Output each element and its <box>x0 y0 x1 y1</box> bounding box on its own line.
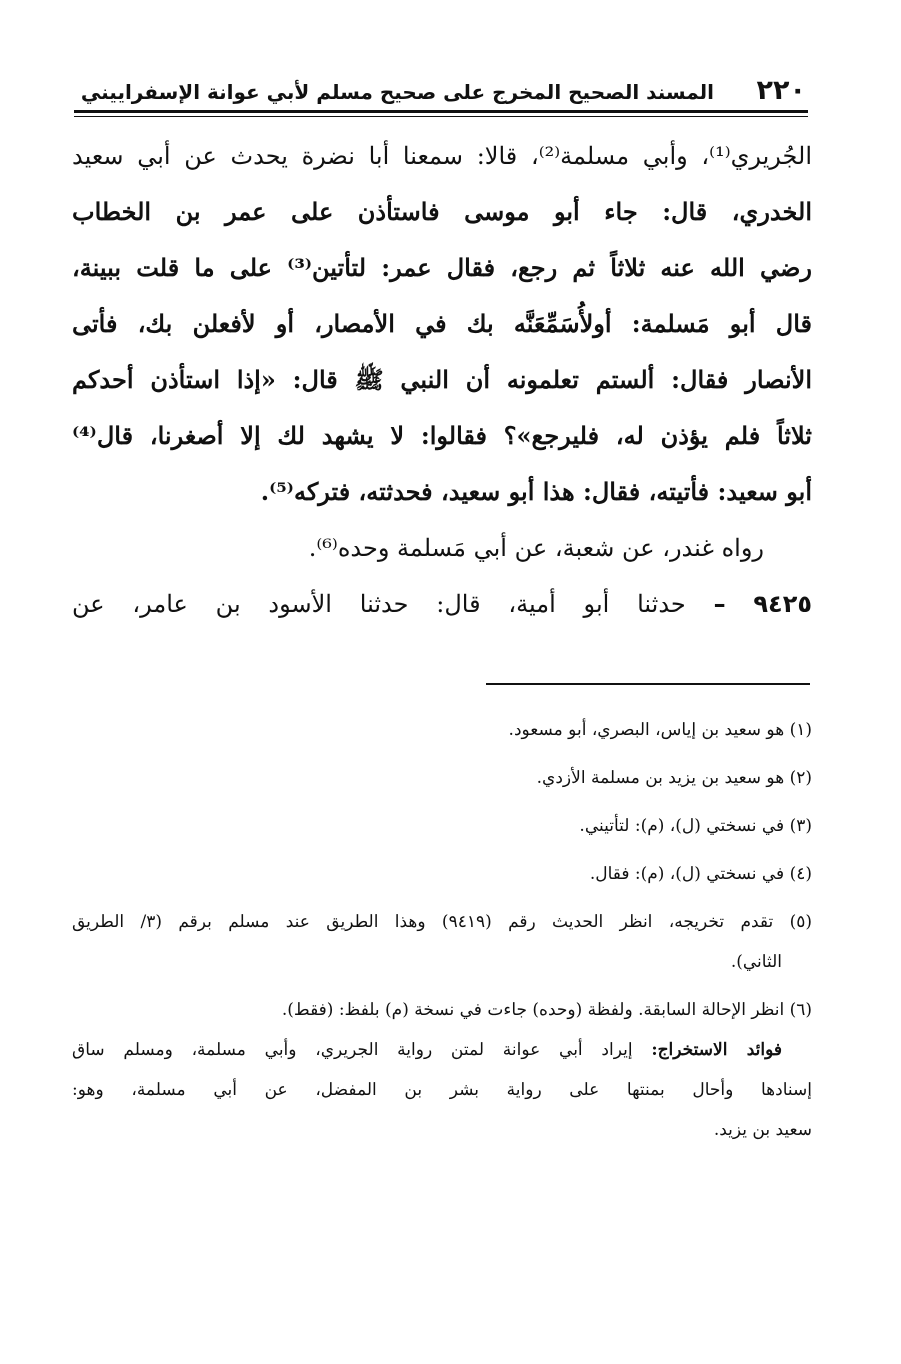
footnote: (٦) انظر الإحالة السابقة. ولفظة (وحده) جاءت في نسخة (م) بلفظ: (فقط). <box>281 1000 812 1020</box>
fawaid-line: سعيد بن يزيد. <box>713 1120 812 1140</box>
header-rule-thick <box>74 110 808 113</box>
text-line: رضي الله عنه ثلاثاً ثم رجع، فقال عمر: لتأتين⁽³⁾ على ما قلت ببينة، <box>72 253 813 282</box>
main-text <box>72 128 812 632</box>
text-line: الأنصار فقال: ألستم تعلمونه أن النبي ﷺ قال: «إذا استأذن أحدكم <box>72 365 812 394</box>
footnotes <box>72 710 812 1150</box>
footnote-separator <box>486 683 810 685</box>
footnote: (٥) تقدم تخريجه، انظر الحديث رقم (٩٤١٩) وهذا الطريق عند مسلم برقم (٣/ الطريق <box>72 912 812 932</box>
footnote: (٤) في نسختي (ل)، (م): فقال. <box>589 864 812 884</box>
hadith-text: حدثنا أبو أمية، قال: حدثنا الأسود بن عامر، عن <box>72 590 686 618</box>
fawaid-text: إيراد أبي عوانة لمتن رواية الجريري، وأبي مسلمة، ومسلم ساق <box>72 1040 633 1060</box>
footnote-continuation: الثاني). <box>730 952 782 972</box>
hadith-dash: – <box>713 590 726 618</box>
text-line: الجُريري⁽¹⁾، وأبي مسلمة⁽²⁾، قالا: سمعنا أبا نضرة يحدث عن أبي سعيد <box>72 142 813 170</box>
text-line: الخدري، قال: جاء أبو موسى فاستأذن على عمر بن الخطاب <box>72 197 812 226</box>
fawaid-line: إسنادها وأحال بمنتها على رواية بشر بن المفضل، عن أبي مسلمة، وهو: <box>72 1080 812 1100</box>
hadith-number: ٩٤٢٥ <box>753 590 812 618</box>
header-rule-thin <box>74 116 808 117</box>
fawaid-label: فوائد الاستخراج: <box>651 1040 782 1060</box>
narration-note: رواه غندر، عن شعبة، عن أبي مَسلمة وحده⁽⁶⁾. <box>308 534 764 562</box>
page-header <box>78 74 806 108</box>
fawaid-line <box>72 1030 812 1070</box>
footnote: (٢) هو سعيد بن يزيد بن مسلمة الأزدي. <box>536 768 812 788</box>
text-line: أبو سعيد: فأتيته، فقال: هذا أبو سعيد، فحدثته، فتركه⁽⁵⁾. <box>260 477 812 506</box>
text-line: ثلاثاً فلم يؤذن له، فليرجع»؟ فقالوا: لا يشهد لك إلا أصغرنا، قال⁽⁴⁾ <box>72 421 812 450</box>
footnote: (٣) في نسختي (ل)، (م): لتأتيني. <box>579 816 812 836</box>
page-number: ٢٢٠ <box>756 75 806 106</box>
hadith-start-line <box>72 576 812 632</box>
text-line: قال أبو مَسلمة: أولأُسَمِّعَنَّه بك في الأمصار، أو لأفعلن بك، فأتى <box>72 309 812 338</box>
footnote: (١) هو سعيد بن إياس، البصري، أبو مسعود. <box>508 720 812 740</box>
running-title: المسند الصحيح المخرج على صحيح مسلم لأبي عوانة الإسفراييني <box>80 80 714 104</box>
